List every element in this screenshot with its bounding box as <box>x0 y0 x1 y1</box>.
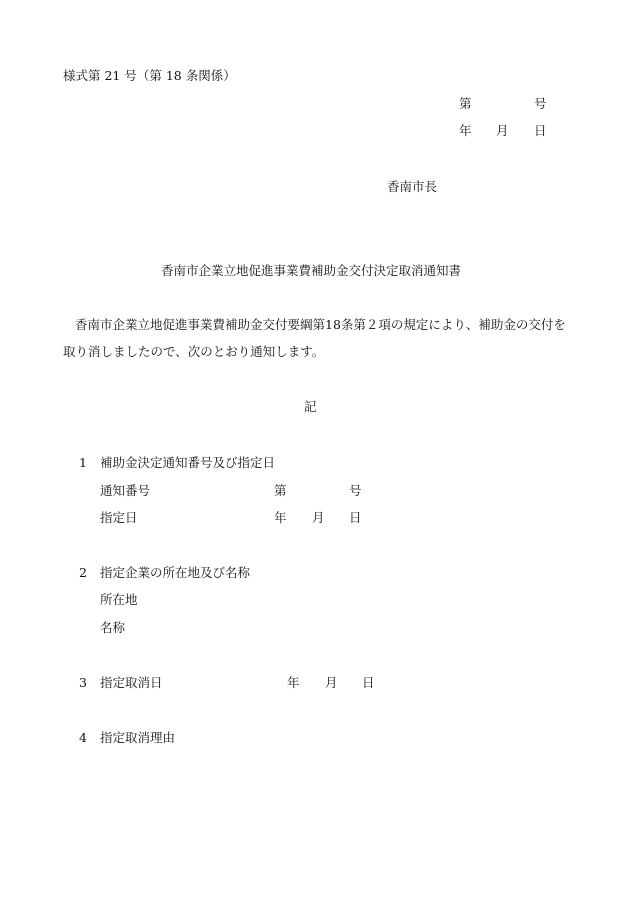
form-number: 様式第 21 号（第 18 条関係） <box>63 68 236 83</box>
section-1-number: 1 <box>79 455 87 470</box>
designation-date-year: 年 <box>274 510 287 525</box>
designation-date-month: 月 <box>312 510 325 525</box>
date-year: 年 <box>459 123 472 138</box>
designation-date-label: 指定日 <box>100 510 138 525</box>
section-2-number: 2 <box>79 565 87 580</box>
section-3-number: 3 <box>79 675 87 690</box>
doc-number-dai: 第 <box>459 96 472 111</box>
body-line-2: 取り消しましたので、次のとおり通知します。 <box>63 344 325 359</box>
address-label: 所在地 <box>100 592 138 607</box>
section-4-heading: 指定取消理由 <box>100 730 176 745</box>
date-day: 日 <box>534 123 547 138</box>
cancellation-date-day: 日 <box>362 675 375 690</box>
notice-number-dai: 第 <box>274 483 287 498</box>
body-line-1: 香南市企業立地促進事業費補助金交付要綱第18条第２項の規定により、補助金の交付を <box>75 317 566 332</box>
section-2-heading: 指定企業の所在地及び名称 <box>100 565 251 580</box>
section-3-heading: 指定取消日 <box>100 675 163 690</box>
section-4-number: 4 <box>79 730 87 745</box>
notice-number-label: 通知番号 <box>100 483 151 498</box>
notice-number-go: 号 <box>349 483 362 498</box>
doc-number-go: 号 <box>534 96 547 111</box>
section-1-heading: 補助金決定通知番号及び指定日 <box>100 455 276 470</box>
date-month: 月 <box>496 123 509 138</box>
cancellation-date-year: 年 <box>287 675 300 690</box>
ki-mark: 記 <box>304 399 317 414</box>
cancellation-date-month: 月 <box>325 675 338 690</box>
issuer: 香南市長 <box>387 179 438 194</box>
designation-date-day: 日 <box>349 510 362 525</box>
document-title: 香南市企業立地促進事業費補助金交付決定取消通知書 <box>161 263 462 278</box>
company-name-label: 名称 <box>100 620 126 635</box>
